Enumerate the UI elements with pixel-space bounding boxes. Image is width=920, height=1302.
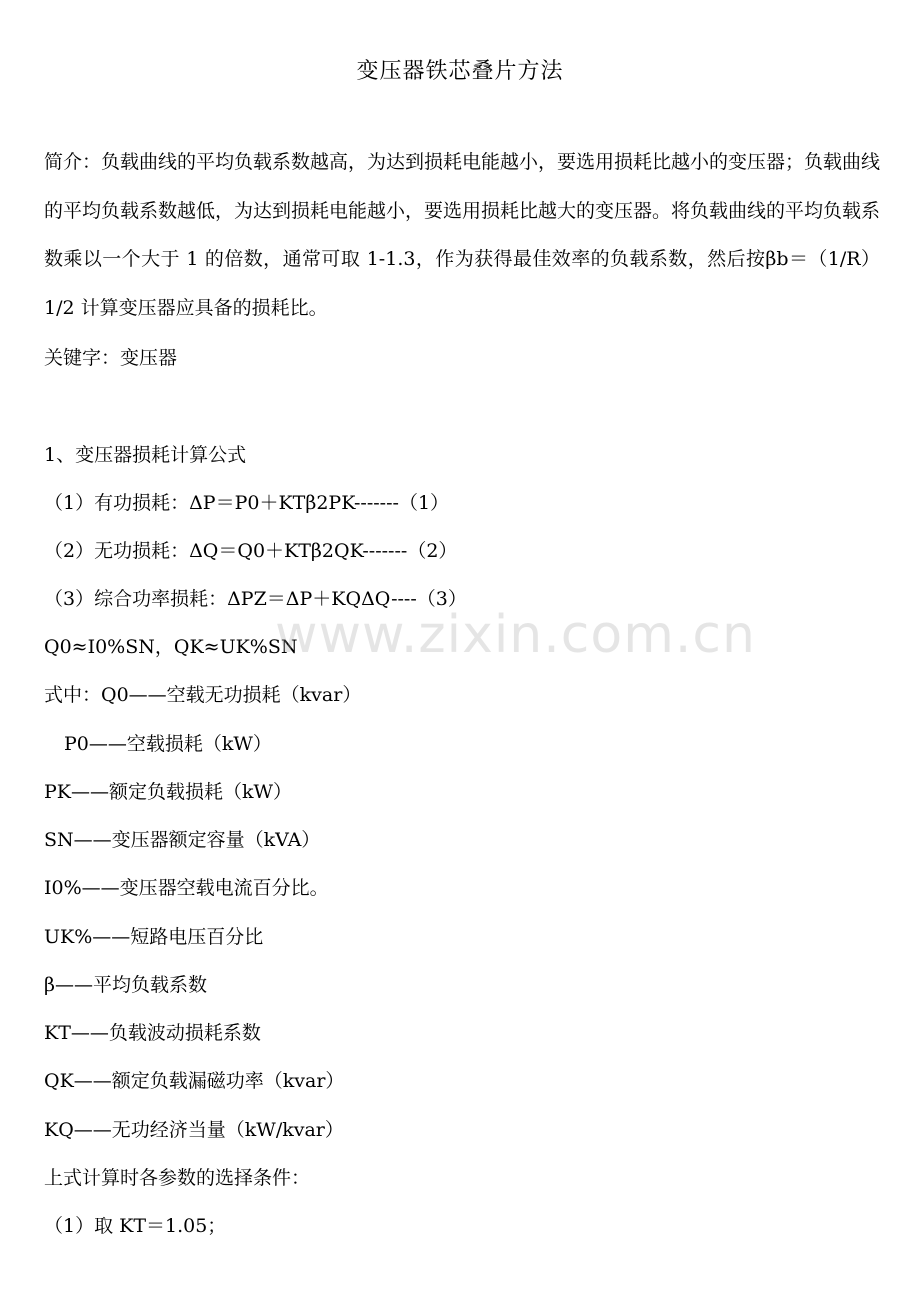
formula-reactive-loss: （2）无功损耗：ΔQ＝Q0＋KTβ2QK-------（2） [44,540,458,562]
intro-paragraph: 简介：负载曲线的平均负载系数越高，为达到损耗电能越小，要选用损耗比越小的变压器；负载曲线的平均负载系数越低，为达到损耗电能越小，要选用损耗比越大的变压器。将负载曲线的平均负载系数乘以一个大于 1 的倍数，通常可取 1-1.3，作为获得最佳效率的负载系数，然后按βb＝（1/R）1/2 计算变压器应具备的损耗比。 [44,151,881,319]
watermark: www.zixin.com.cn [275,605,756,665]
document-title: 变压器铁芯叠片方法 [356,59,564,84]
approximation-line: Q0≈I0%SN，QK≈UK%SN [44,636,298,658]
definition-uk: UK%——短路电压百分比 [44,926,264,948]
definition-pk: PK——额定负载损耗（kW） [44,781,293,803]
definition-i0: I0%——变压器空载电流百分比。 [44,877,329,899]
formula-active-loss: （1）有功损耗：ΔP＝P0＋KTβ2PK-------（1） [44,492,450,514]
definition-kq: KQ——无功经济当量（kW/kvar） [44,1119,344,1141]
definition-sn: SN——变压器额定容量（kVA） [44,829,321,851]
definition-kt: KT——负载波动损耗系数 [44,1022,261,1044]
keywords-line: 关键字：变压器 [44,347,178,369]
definition-qk: QK——额定负载漏磁功率（kvar） [44,1070,345,1092]
section-heading: 1、变压器损耗计算公式 [44,444,247,466]
definition-p0: P0——空载损耗（kW） [64,733,272,755]
conditions-heading: 上式计算时各参数的选择条件： [44,1167,311,1189]
definition-q0: 式中：Q0——空载无功损耗（kvar） [44,684,362,706]
formula-combined-loss: （3）综合功率损耗：ΔPZ＝ΔP＋KQΔQ----（3） [44,588,467,610]
condition-1: （1）取 KT＝1.05； [44,1215,227,1237]
definition-beta: β——平均负载系数 [44,974,207,996]
